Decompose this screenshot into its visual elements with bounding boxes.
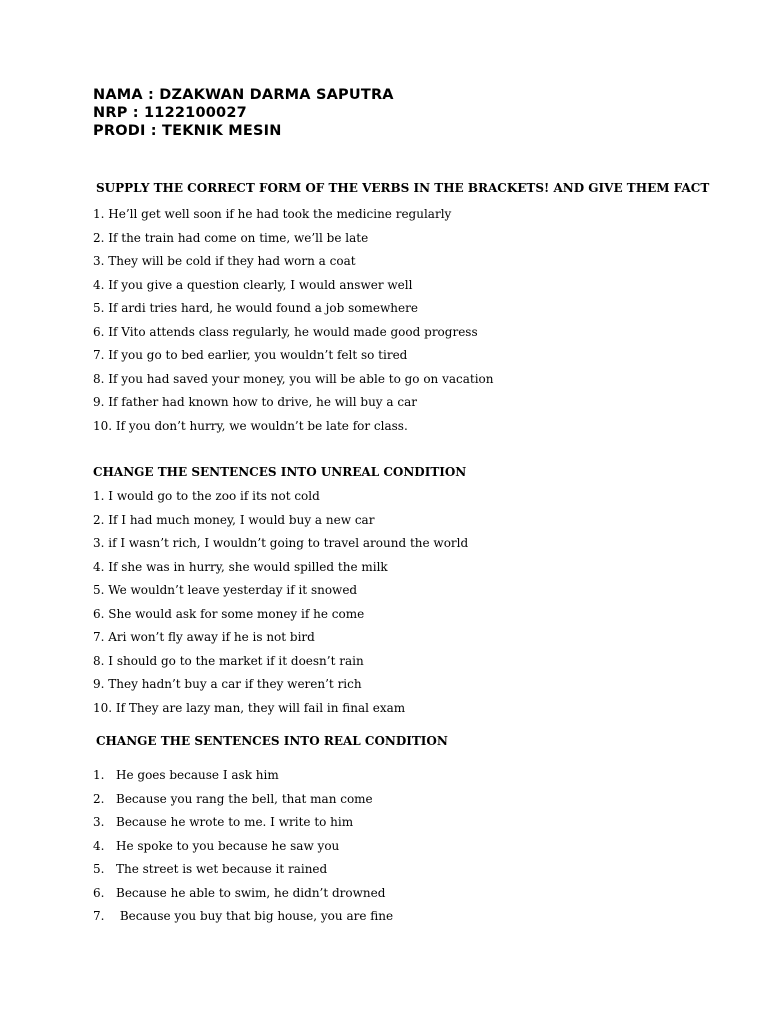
list-item (93, 861, 393, 885)
section3-list (93, 767, 393, 932)
list-item: 6. She would ask for some money if he come (93, 606, 365, 621)
item-text: Because he wrote to me. I write to him (116, 815, 354, 829)
item-number: 7. (93, 909, 105, 923)
list-item (93, 767, 393, 791)
section2-list (93, 488, 468, 723)
item-number: 5. (93, 862, 105, 876)
item-text: The street is wet because it rained (116, 862, 328, 876)
list-item: 8. If you had saved your money, you will be able to go on vacation (93, 371, 494, 386)
list-item (93, 908, 393, 932)
list-item (93, 791, 393, 815)
section2-title: CHANGE THE SENTENCES INTO UNREAL CONDITION (93, 465, 467, 479)
list-item: 10. If you don’t hurry, we wouldn’t be late for class. (93, 418, 408, 433)
list-item: 2. If the train had come on time, we’ll be late (93, 230, 369, 245)
student-info-header (93, 86, 394, 140)
list-item: 6. If Vito attends class regularly, he would made good progress (93, 324, 478, 339)
item-text: He spoke to you because he saw you (116, 838, 340, 853)
list-item: 3. if I wasn’t rich, I wouldn’t going to travel around the world (93, 536, 469, 550)
student-prodi: PRODI : TEKNIK MESIN (93, 123, 282, 139)
list-item: 9. They hadn’t buy a car if they weren’t rich (93, 677, 362, 691)
list-item: 7. Ari won’t fly away if he is not bird (93, 630, 315, 644)
section1-list (93, 206, 494, 441)
item-text: He goes because I ask him (116, 768, 279, 782)
list-item: 1. He’ll get well soon if he had took the medicine regularly (93, 207, 452, 221)
item-text: Because you buy that big house, you are fine (116, 909, 394, 923)
item-number: 6. (93, 885, 105, 900)
list-item: 7. If you go to bed earlier, you wouldn’t felt so tired (93, 348, 408, 362)
student-nrp: NRP : 1122100027 (93, 105, 247, 121)
item-number: 3. (93, 815, 105, 829)
list-item: 4. If you give a question clearly, I would answer well (93, 277, 413, 292)
list-item: 3. They will be cold if they had worn a coat (93, 254, 356, 268)
item-number: 2. (93, 791, 105, 806)
item-number: 1. (93, 768, 105, 782)
list-item: 9. If father had known how to drive, he will buy a car (93, 395, 417, 409)
list-item (93, 814, 393, 838)
item-text: Because he able to swim, he didn’t drowned (116, 885, 386, 900)
list-item: 10. If They are lazy man, they will fail in final exam (93, 700, 406, 715)
section3-title: CHANGE THE SENTENCES INTO REAL CONDITION (96, 734, 448, 748)
list-item: 1. I would go to the zoo if its not cold (93, 489, 320, 503)
list-item (93, 885, 393, 909)
item-number: 4. (93, 838, 105, 853)
section1-title: SUPPLY THE CORRECT FORM OF THE VERBS IN THE BRACKETS! AND GIVE THEM FACT (96, 181, 710, 195)
list-item: 8. I should go to the market if it doesn’t rain (93, 653, 364, 668)
list-item (93, 838, 393, 862)
list-item: 5. If ardi tries hard, he would found a job somewhere (93, 301, 418, 315)
item-text: Because you rang the bell, that man come (116, 791, 373, 806)
list-item: 5. We wouldn’t leave yesterday if it snowed (93, 583, 358, 597)
list-item: 4. If she was in hurry, she would spilled the milk (93, 559, 388, 574)
student-name: NAMA : DZAKWAN DARMA SAPUTRA (93, 87, 394, 103)
list-item: 2. If I had much money, I would buy a new car (93, 512, 375, 527)
